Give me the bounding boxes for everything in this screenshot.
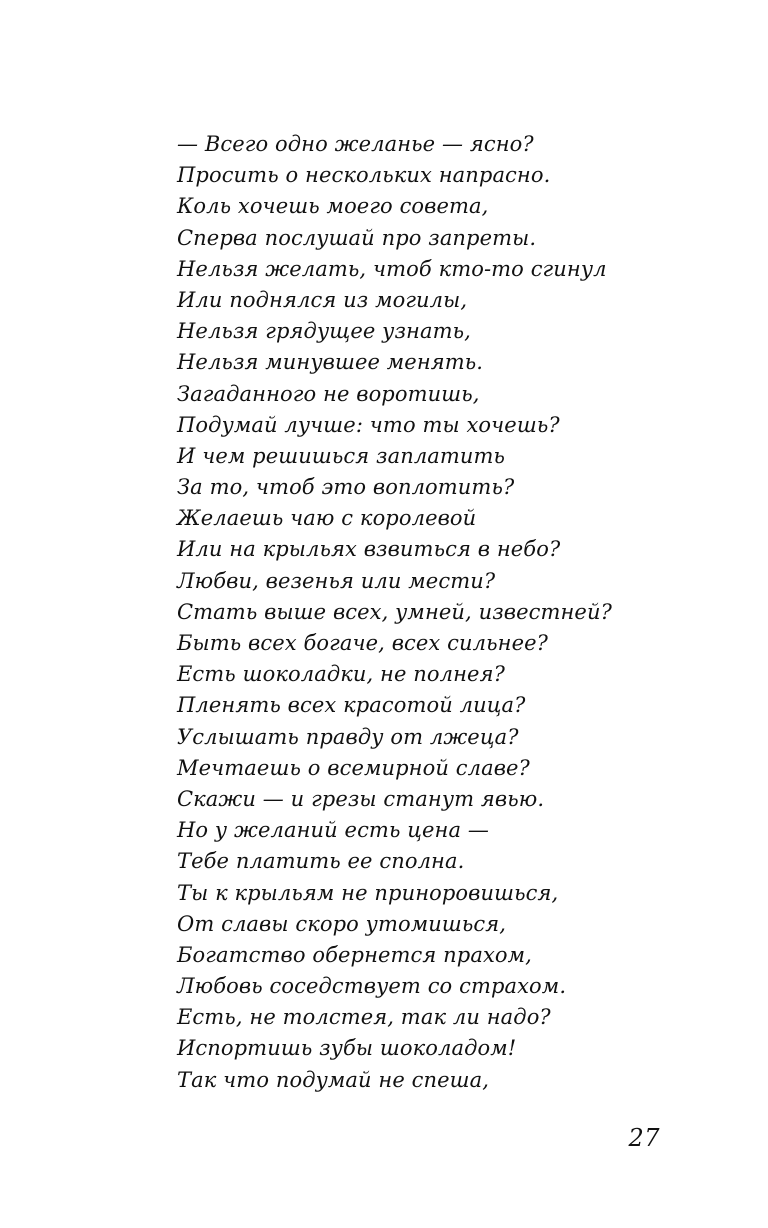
poem-line: Или на крыльях взвиться в небо? (177, 537, 561, 562)
poem-line: Есть, не толстея, так ли надо? (177, 1005, 551, 1030)
poem-line: Коль хочешь моего совета, (177, 194, 489, 219)
poem-line: Скажи — и грезы станут явью. (177, 786, 545, 811)
poem-line: — Всего одно желанье — ясно? (177, 132, 534, 156)
poem-line: Богатство обернется прахом, (177, 942, 532, 967)
poem-line: Просить о нескольких напрасно. (177, 163, 551, 188)
poem-line: Стать выше всех, умней, известней? (177, 599, 612, 624)
poem-line: Нельзя минувшее менять. (177, 350, 484, 375)
poem-line: Сперва послушай про запреты. (177, 225, 537, 250)
poem-line: Пленять всех красотой лица? (177, 693, 526, 718)
poem-line: Испортишь зубы шоколадом! (177, 1036, 517, 1061)
poem-line: Ты к крыльям не приноровишься, (177, 880, 559, 905)
poem-line: И чем решишься заплатить (177, 443, 506, 468)
poem-line: Но у желаний есть цена — (177, 818, 489, 843)
poem-line: Желаешь чаю с королевой (177, 506, 477, 531)
poem-line: От славы скоро утомишься, (177, 911, 507, 936)
poem-line: Тебе платить ее сполна. (177, 849, 465, 874)
poem-line: Любви, везенья или мести? (177, 568, 496, 593)
poem-line: Есть шоколадки, не полнея? (177, 662, 505, 687)
poem-line: За то, чтоб это воплотить? (177, 475, 515, 500)
poem-line: Так что подумай не спеша, (177, 1067, 490, 1092)
poem-line: Или поднялся из могилы, (177, 287, 468, 312)
page-number: 27 (628, 1124, 660, 1152)
poem-line: Любовь соседствует со страхом. (177, 974, 567, 999)
poem-line: Нельзя желать, чтоб кто-то сгинул (177, 256, 607, 281)
poem-line: Подумай лучше: что ты хочешь? (177, 412, 560, 437)
poem-line: Нельзя грядущее узнать, (177, 319, 471, 344)
poem-line: Быть всех богаче, всех сильнее? (177, 631, 548, 655)
poem-line: Мечтаешь о всемирной славе? (177, 755, 530, 780)
poem-line: Услышать правду от лжеца? (177, 724, 519, 749)
poem-text (177, 129, 612, 1096)
poem-line: Загаданного не воротишь, (177, 381, 480, 406)
